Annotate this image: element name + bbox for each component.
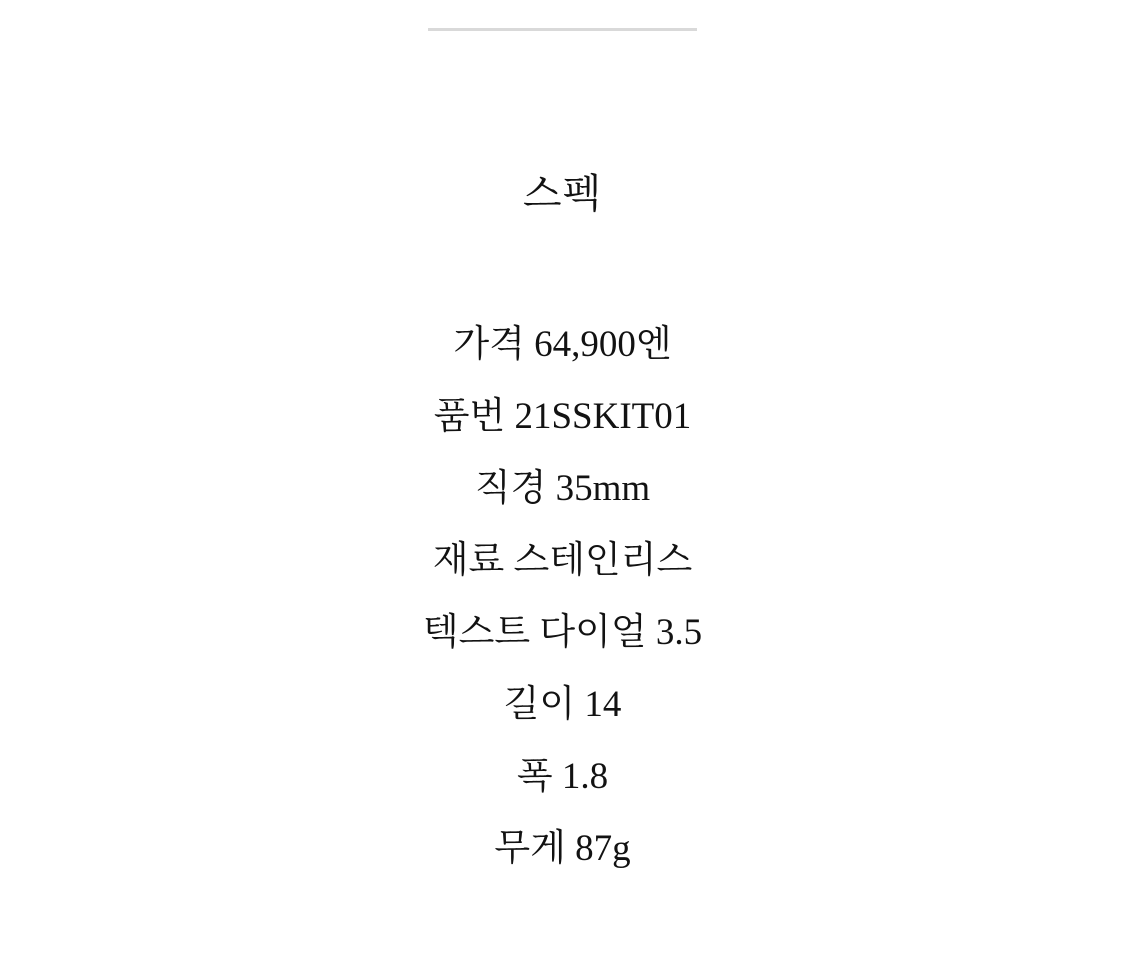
spec-line-dial: 텍스트 다이얼 3.5 — [422, 612, 703, 653]
spec-line-weight: 무게 87g — [494, 828, 631, 869]
spec-list — [0, 309, 1125, 885]
spec-line-width: 폭 1.8 — [516, 756, 609, 797]
spec-line-length: 길이 14 — [503, 684, 622, 725]
spec-line-model: 품번 21SSKIT01 — [433, 396, 692, 437]
spec-line-diameter: 직경 35mm — [474, 468, 651, 509]
spec-line-material: 재료 스테인리스 — [432, 540, 693, 581]
section-title: 스펙 — [522, 171, 603, 216]
spec-line-price: 가격 64,900엔 — [453, 324, 672, 365]
content-divider — [428, 28, 697, 31]
